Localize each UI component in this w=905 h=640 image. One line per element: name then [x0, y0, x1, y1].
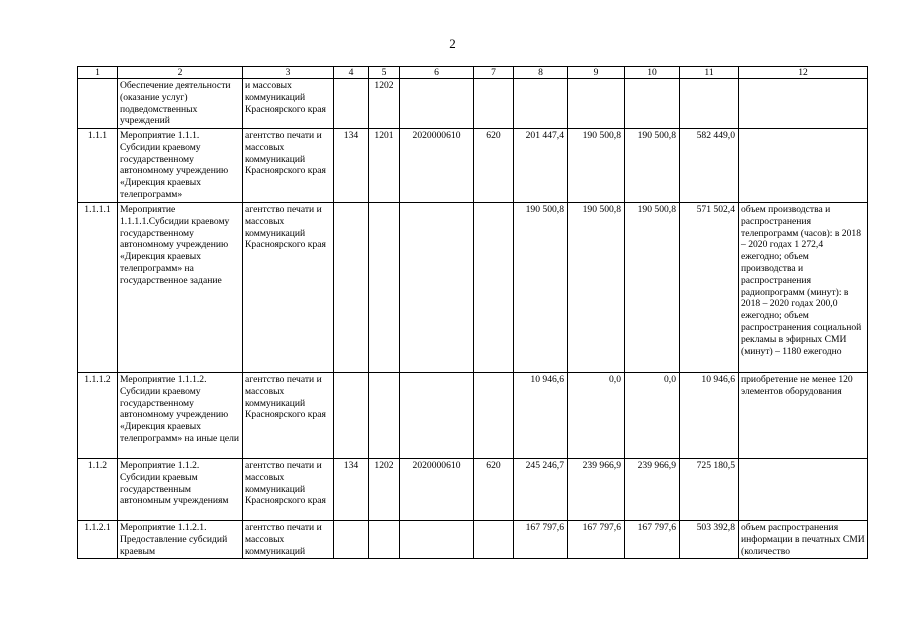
row-csr — [400, 203, 474, 373]
row-grbs: 134 — [334, 129, 369, 203]
row-grbs — [334, 203, 369, 373]
row-name: Мероприятие 1.1.1.1.Субсидии краевому государственному автономному учреждению «Дирекция краевых телепрограмм» на государственное задание — [118, 203, 243, 373]
row-grbs — [334, 79, 369, 129]
row-rzpr — [369, 373, 400, 459]
row-agency: агентство печати и массовых коммуникаций Красноярского края — [243, 203, 334, 373]
row-2018: 245 246,7 — [514, 459, 568, 521]
row-agency: агентство печати и массовых коммуникаций — [243, 521, 334, 559]
row-result — [739, 459, 868, 521]
page-number: 2 — [449, 36, 456, 51]
table-row — [78, 373, 868, 459]
column-header: 8 — [514, 67, 568, 79]
row-vr: 620 — [474, 459, 514, 521]
row-csr — [400, 79, 474, 129]
column-header: 5 — [369, 67, 400, 79]
row-grbs — [334, 373, 369, 459]
column-header: 12 — [739, 67, 868, 79]
row-2019 — [568, 79, 625, 129]
row-name: Мероприятие 1.1.1.2. Субсидии краевому государственному автономному учреждению «Дирекция краевых телепрограмм» на иные цели — [118, 373, 243, 459]
row-2020: 190 500,8 — [625, 203, 680, 373]
row-2019: 190 500,8 — [568, 203, 625, 373]
row-rzpr: 1202 — [369, 459, 400, 521]
row-2020: 190 500,8 — [625, 129, 680, 203]
column-header: 3 — [243, 67, 334, 79]
column-header: 4 — [334, 67, 369, 79]
column-header: 6 — [400, 67, 474, 79]
row-2020: 239 966,9 — [625, 459, 680, 521]
row-rzpr — [369, 203, 400, 373]
row-code: 1.1.1.2 — [78, 373, 118, 459]
table-row — [78, 79, 868, 129]
column-header: 2 — [118, 67, 243, 79]
row-total — [680, 79, 739, 129]
row-2020: 0,0 — [625, 373, 680, 459]
row-total: 582 449,0 — [680, 129, 739, 203]
row-2018: 190 500,8 — [514, 203, 568, 373]
row-grbs — [334, 521, 369, 559]
row-2019: 239 966,9 — [568, 459, 625, 521]
column-header: 1 — [78, 67, 118, 79]
row-result: приобретение не менее 120 элементов оборудования — [739, 373, 868, 459]
column-header: 9 — [568, 67, 625, 79]
column-header: 11 — [680, 67, 739, 79]
row-total: 725 180,5 — [680, 459, 739, 521]
row-agency: агентство печати и массовых коммуникаций Красноярского края — [243, 129, 334, 203]
row-code: 1.1.2 — [78, 459, 118, 521]
row-csr — [400, 521, 474, 559]
row-vr: 620 — [474, 129, 514, 203]
row-rzpr — [369, 521, 400, 559]
row-name: Мероприятие 1.1.2. Субсидии краевым государственным автономным учреждениям — [118, 459, 243, 521]
row-rzpr: 1201 — [369, 129, 400, 203]
row-2019: 167 797,6 — [568, 521, 625, 559]
row-2019: 190 500,8 — [568, 129, 625, 203]
row-csr: 2020000610 — [400, 459, 474, 521]
row-result: объем распространения информации в печатных СМИ (количество — [739, 521, 868, 559]
row-2018 — [514, 79, 568, 129]
row-name: Обеспечение деятельности (оказание услуг) подведомственных учреждений — [118, 79, 243, 129]
column-header: 7 — [474, 67, 514, 79]
row-rzpr: 1202 — [369, 79, 400, 129]
table-row — [78, 203, 868, 373]
row-total: 10 946,6 — [680, 373, 739, 459]
row-2019: 0,0 — [568, 373, 625, 459]
row-2018: 10 946,6 — [514, 373, 568, 459]
row-vr — [474, 521, 514, 559]
row-csr — [400, 373, 474, 459]
row-result — [739, 129, 868, 203]
header-row — [78, 67, 868, 79]
row-2020: 167 797,6 — [625, 521, 680, 559]
row-total: 571 502,4 — [680, 203, 739, 373]
row-vr — [474, 373, 514, 459]
row-agency: и массовых коммуникаций Красноярского края — [243, 79, 334, 129]
row-grbs: 134 — [334, 459, 369, 521]
table-row — [78, 521, 868, 559]
row-agency: агентство печати и массовых коммуникаций Красноярского края — [243, 459, 334, 521]
row-csr: 2020000610 — [400, 129, 474, 203]
row-vr — [474, 203, 514, 373]
row-name: Мероприятие 1.1.2.1. Предоставление субсидий краевым — [118, 521, 243, 559]
row-code: 1.1.2.1 — [78, 521, 118, 559]
row-2018: 201 447,4 — [514, 129, 568, 203]
table-row — [78, 129, 868, 203]
row-total: 503 392,8 — [680, 521, 739, 559]
column-header: 10 — [625, 67, 680, 79]
budget-table — [77, 66, 868, 559]
row-2020 — [625, 79, 680, 129]
row-result: объем производства и распространения телепрограмм (часов): в 2018 – 2020 годах 1 272,4 ежегодно; объем производства и распространения радиопрограмм (минут): в 2018 – 2020 годах 200,0 ежегодно; объем распространения социальной рекламы в эфирных СМИ (минут) – 1180 ежегодно — [739, 203, 868, 373]
row-agency: агентство печати и массовых коммуникаций Красноярского края — [243, 373, 334, 459]
row-vr — [474, 79, 514, 129]
table-row — [78, 459, 868, 521]
row-code: 1.1.1.1 — [78, 203, 118, 373]
row-2018: 167 797,6 — [514, 521, 568, 559]
row-result — [739, 79, 868, 129]
row-code: 1.1.1 — [78, 129, 118, 203]
row-name: Мероприятие 1.1.1. Субсидии краевому государственному автономному учреждению «Дирекция краевых телепрограмм» — [118, 129, 243, 203]
row-code — [78, 79, 118, 129]
